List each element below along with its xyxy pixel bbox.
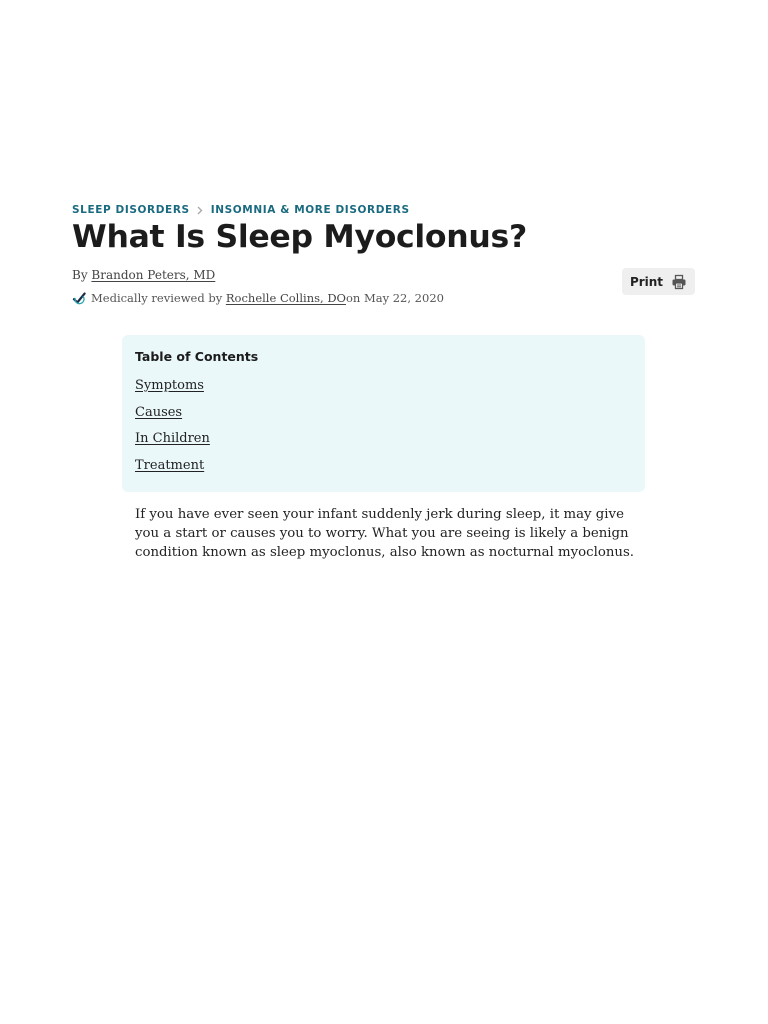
byline-prefix: By — [72, 268, 92, 282]
toc-item — [135, 456, 632, 483]
toc-link-symptoms[interactable]: Symptoms — [135, 378, 204, 393]
print-button-label: Print — [629, 274, 664, 289]
toc-link-causes[interactable]: Causes — [135, 404, 183, 420]
toc-item — [135, 429, 632, 456]
print-button[interactable] — [622, 268, 695, 295]
breadcrumb-item-insomnia[interactable]: INSOMNIA & MORE DISORDERS — [210, 204, 410, 216]
author-link[interactable]: Brandon Peters, MD — [91, 268, 216, 282]
review-date: on May 22, 2020 — [345, 291, 444, 305]
breadcrumb-item-sleep-disorders[interactable]: SLEEP DISORDERS — [72, 204, 190, 216]
reviewer-link[interactable]: Rochelle Collins, DO — [225, 291, 346, 305]
medical-review-line — [72, 291, 444, 305]
page-title: What Is Sleep Myoclonus? — [72, 219, 527, 255]
printer-icon — [671, 274, 687, 290]
verified-check-icon — [72, 291, 86, 305]
table-of-contents — [122, 335, 645, 492]
intro-paragraph: If you have ever seen your infant suddenly jerk during sleep, it may give you a start or causes you to worry. What you are seeing is likely a benign condition known as sleep myoclonus, also known as nocturnal myoclonus. — [135, 507, 635, 560]
toc-link-in-children[interactable]: In Children — [135, 431, 210, 447]
review-prefix: Medically reviewed by — [91, 291, 223, 305]
toc-title: Table of Contents — [135, 349, 259, 364]
toc-link-treatment[interactable]: Treatment — [135, 458, 205, 474]
toc-item — [135, 376, 632, 403]
byline — [72, 268, 215, 282]
chevron-right-icon — [197, 206, 203, 215]
toc-list — [135, 376, 632, 483]
toc-item — [135, 403, 632, 430]
breadcrumb — [72, 204, 410, 216]
